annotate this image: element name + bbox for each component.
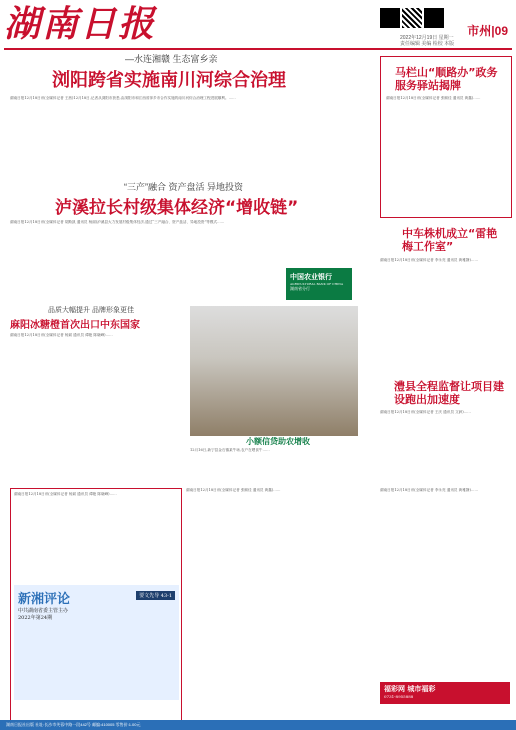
right-mid-body: 湖南日报12月18日讯(全媒体记者 李永亮 通讯员 黄雅静)…… <box>380 258 479 262</box>
bank-name: 中国农业银行 <box>290 274 332 281</box>
top-story-kicker: —水连湘赣 生态富乡亲 <box>125 54 218 64</box>
top-story-headline: 浏阳跨省实施南川河综合治理 <box>52 70 286 91</box>
bank-branch: 湖南省分行 <box>290 286 310 291</box>
right-mid-headline: 中车株机成立“雷艳梅工作室” <box>402 227 498 253</box>
bottom-left-body: 湖南日报12月18日讯(全媒体记者 杨斌 通讯员 谭艳 陈晓峰)…… <box>14 492 117 496</box>
lottery-brand: 福彩网 城市福彩 <box>384 684 436 693</box>
story3-kicker: 品质大幅提升 品牌形象更佳 <box>48 307 134 314</box>
masthead-rule <box>4 48 512 50</box>
photo-headline: 小额信贷助农增收 <box>246 437 310 446</box>
bank-ad <box>286 268 352 300</box>
photo-caption: 12月16日,新宁县金石镇某牛场,农户在喂食牛…… <box>190 448 270 452</box>
right-top-headline: 马栏山“顺路办”政务服务驿站揭牌 <box>395 66 498 92</box>
story3-body: 湖南日报12月18日讯(全媒体记者 杨斌 通讯员 谭艳 陈晓峰)…… <box>10 333 113 337</box>
story3-headline: 麻阳冰糖橙首次出口中东国家 <box>10 320 140 331</box>
masthead-meta: 2022年12月19日 星期一 <box>400 35 454 41</box>
right-top-body: 湖南日报12月18日讯(全媒体记者 张颐佳 通讯员 黄鑫)…… <box>386 96 481 100</box>
page-footer: 湖南日报社出版 社址:长沙市芙蓉中路一段442号 邮编:410005 零售价:1.00元 <box>0 720 516 730</box>
top-story-body: 湖南日报12月18日讯(全媒体记者 王茜)12月18日,记者从浏阳市获悉,由浏阳市和江西省萍乡市合作实施的南川河综合治理工程进展顺利。…… <box>10 96 236 100</box>
story2-body: 湖南日报12月18日讯(全媒体记者 胡斯凯 通讯员 杨丽)泸溪县大力发展村级集体经济,通过“三产融合、资产盘活、异地投资”等模式…… <box>10 220 225 224</box>
bottom-middle-body: 湖南日报12月18日讯(全媒体记者 张颐佳 通讯员 黄鑫)…… <box>186 488 281 492</box>
section-tag: 市州|09 <box>467 24 508 38</box>
right-low-headline: 澧县全程监督让项目建设跑出加速度 <box>394 380 504 406</box>
right-low-body: 湖南日报12月18日讯(全媒体记者 王庆 通讯员 文润)…… <box>380 410 471 414</box>
xiangxiang-brand: 新湘评论 <box>18 592 71 607</box>
news-photo <box>190 306 358 436</box>
xiangxiang-panel <box>14 585 179 700</box>
story2-headline: 泸溪拉长村级集体经济“增收链” <box>55 198 299 218</box>
qr-code-icon <box>424 8 444 28</box>
xiangxiang-sub: 中共湖南省委主管主办 <box>18 608 69 614</box>
lottery-phone: 0731-8955888 <box>384 694 414 699</box>
masthead-title: 湖南日报 <box>4 3 157 45</box>
lottery-ad <box>380 682 510 704</box>
qr-code-icon <box>380 8 400 28</box>
xiangxiang-issue: 2022年第24期 <box>18 615 53 621</box>
xiangxiang-tag: 要文先导 43-1 <box>136 591 175 600</box>
bottom-right-body: 湖南日报12月18日讯(全媒体记者 李永亮 通讯员 黄雅静)…… <box>380 488 479 492</box>
story2-kicker: “三产”融合 资产盘活 异地投资 <box>124 182 243 192</box>
masthead-meta2: 责任编辑 美编 检校 本版 <box>400 41 455 47</box>
qr-code-icon <box>402 8 422 28</box>
bank-en: AGRICULTURAL BANK OF CHINA <box>290 282 344 286</box>
